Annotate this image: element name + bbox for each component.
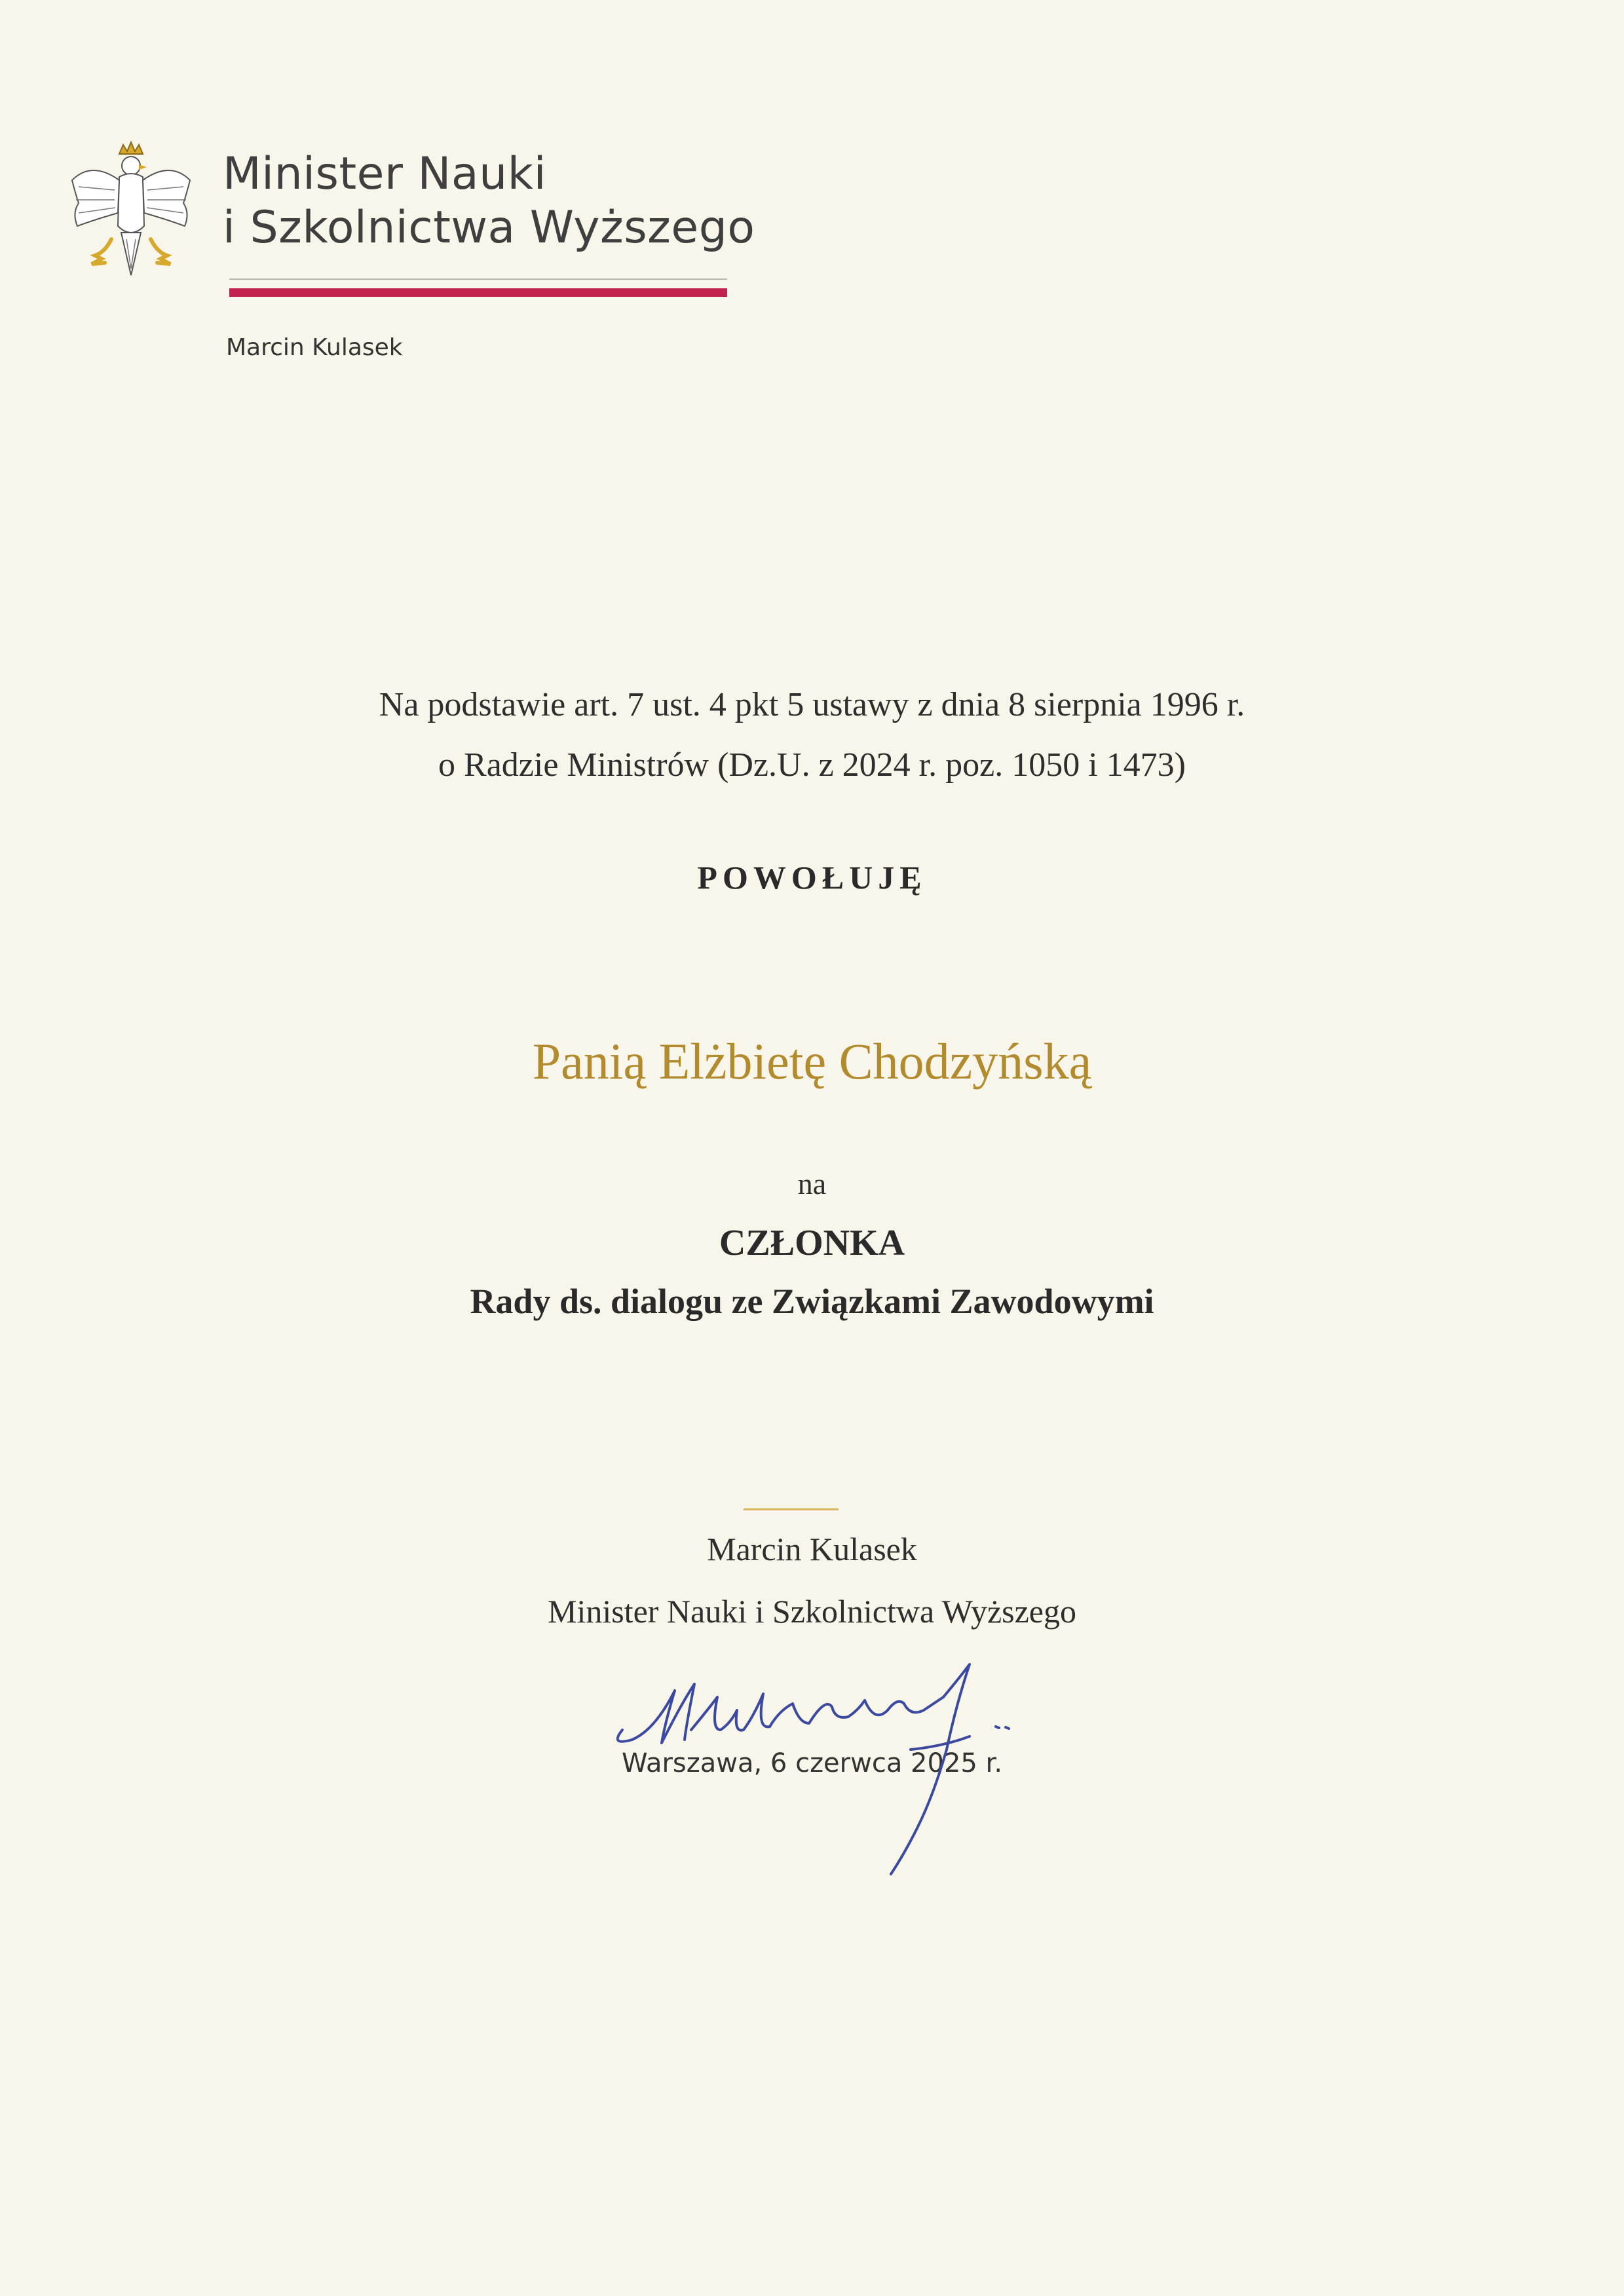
ministry-title-line2: i Szkolnictwa Wyższego — [223, 202, 755, 254]
ministry-title-line1: Minister Nauki — [223, 148, 546, 200]
place-and-date: Warszawa, 6 czerwca 2025 r. — [621, 1748, 1003, 1778]
signatory-title: Minister Nauki i Szkolnictwa Wyższego — [547, 1593, 1076, 1630]
signature-divider — [744, 1508, 839, 1510]
header-divider — [229, 278, 727, 280]
legal-basis-line2: o Radzie Ministrów (Dz.U. z 2024 r. poz. 1050 i 1473) — [438, 746, 1186, 784]
council-name: Rady ds. dialogu ze Związkami Zawodowymi — [470, 1282, 1154, 1321]
signatory-name: Marcin Kulasek — [707, 1531, 917, 1567]
legal-basis-line1: Na podstawie art. 7 ust. 4 pkt 5 ustawy z dnia 8 sierpnia 1996 r. — [379, 686, 1245, 723]
appointment-verb: POWOŁUJĘ — [697, 859, 927, 896]
polish-eagle-emblem-icon — [66, 141, 197, 298]
header-accent-bar — [229, 288, 727, 297]
handwritten-signature-icon — [603, 1632, 1061, 1881]
legal-basis — [0, 675, 1624, 795]
preposition: na — [797, 1167, 827, 1200]
ministry-title — [223, 147, 812, 255]
appointment-role: CZŁONKA — [719, 1223, 905, 1263]
appointee-name: Panią Elżbietę Chodzyńską — [532, 1033, 1092, 1090]
header-minister-name: Marcin Kulasek — [226, 334, 403, 361]
